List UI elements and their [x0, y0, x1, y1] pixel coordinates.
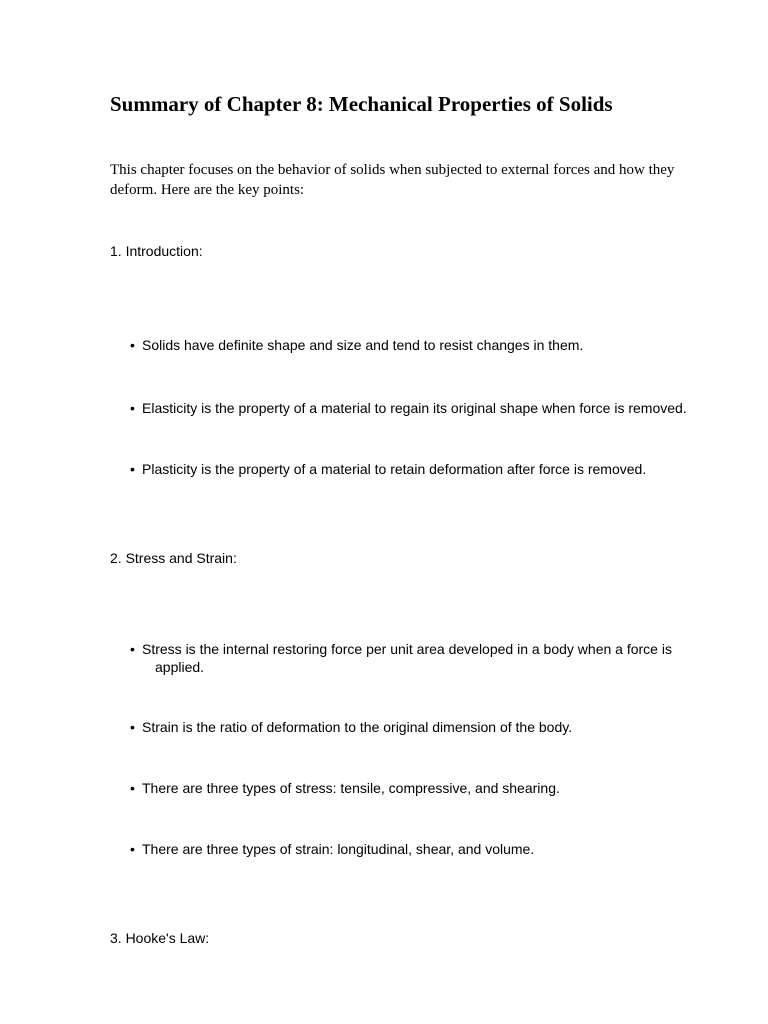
document-title: Summary of Chapter 8: Mechanical Properties of Solids [110, 92, 613, 116]
list-item [130, 336, 710, 354]
list-item [130, 779, 710, 797]
bullet-icon: • [130, 400, 135, 416]
list-item-text-line: Stress is the internal restoring force per unit area developed in a body when a force is [142, 641, 672, 657]
bullet-icon: • [130, 337, 135, 353]
list-item [130, 399, 710, 417]
list-item-text: Elasticity is the property of a material to regain its original shape when force is removed. [142, 400, 687, 416]
list-item-text: There are three types of stress: tensile, compressive, and shearing. [142, 780, 560, 796]
bullet-icon: • [130, 719, 135, 735]
section-heading-hookes-law: 3. Hooke's Law: [110, 930, 210, 946]
section-heading-stress-and-strain: 2. Stress and Strain: [110, 550, 237, 566]
list-item-text: Strain is the ratio of deformation to the original dimension of the body. [142, 719, 573, 735]
bullet-icon: • [130, 780, 135, 796]
section-heading-introduction: 1. Introduction: [110, 243, 203, 259]
list-item-text [142, 640, 710, 676]
bullet-icon: • [130, 641, 135, 657]
list-item-text: Plasticity is the property of a material to retain deformation after force is removed. [142, 461, 647, 477]
list-item [130, 840, 710, 858]
bullet-icon: • [130, 841, 135, 857]
list-item [130, 460, 710, 478]
bullet-icon: • [130, 461, 135, 477]
list-item [130, 640, 710, 676]
list-item-text: Solids have definite shape and size and tend to resist changes in them. [142, 337, 584, 353]
list-item-text-line: applied. [155, 659, 205, 675]
intro-paragraph: This chapter focuses on the behavior of solids when subjected to external forces and how they deform. Here are the key points: [110, 162, 675, 198]
list-item [130, 718, 710, 736]
list-item-text: There are three types of strain: longitudinal, shear, and volume. [142, 841, 535, 857]
